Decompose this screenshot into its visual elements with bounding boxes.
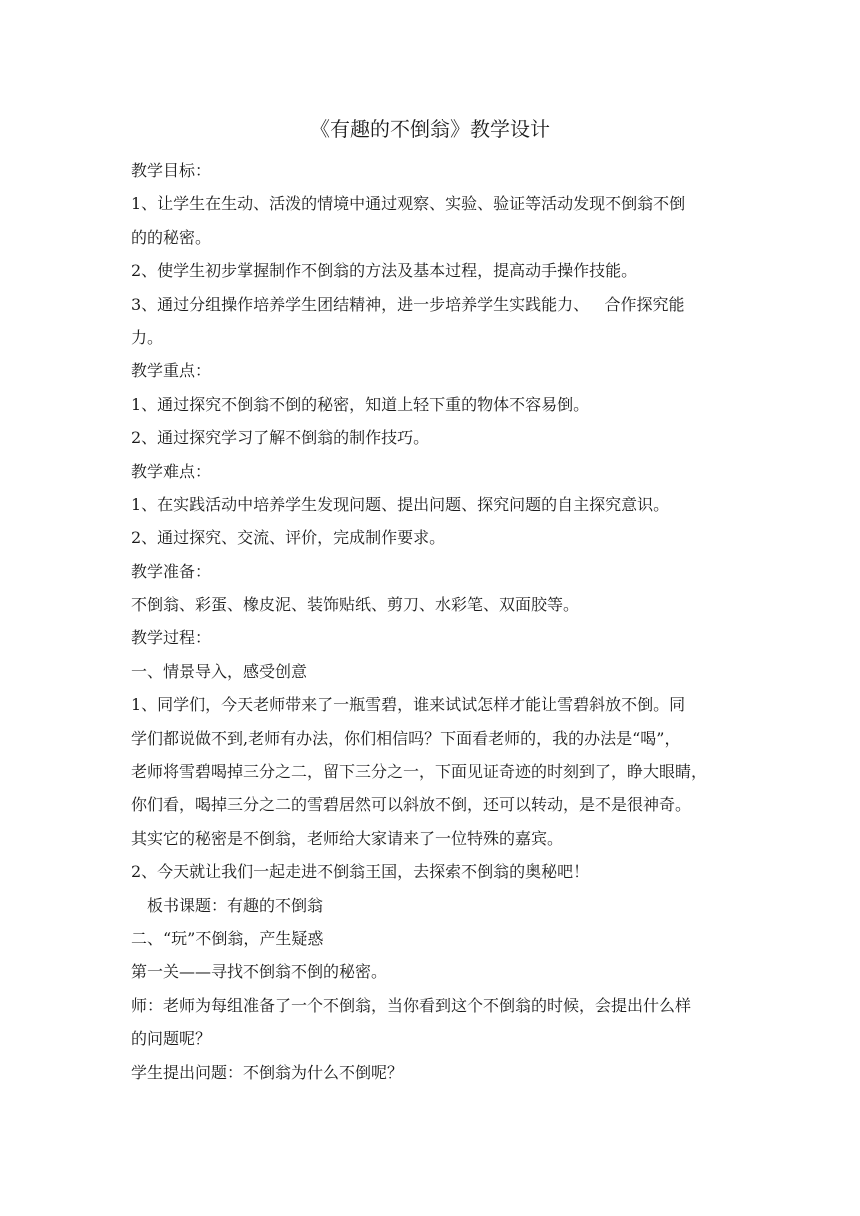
paragraph-line: 的的秘密。 [131,227,212,247]
paragraph-line: 学生提出问题：不倒翁为什么不倒呢？ [131,1062,404,1082]
paragraph-line: 1、通过探究不倒翁不倒的秘密，知道上轻下重的物体不容易倒。 [131,394,590,414]
paragraph-line: 第一关——寻找不倒翁不倒的秘密。 [131,962,388,982]
paragraph-line: 不倒翁、彩蛋、橡皮泥、装饰贴纸、剪刀、水彩笔、双面胶等。 [131,595,580,615]
paragraph-line: 1、在实践活动中培养学生发现问题、提出问题、探究问题的自主探究意识。 [131,494,670,514]
paragraph-line: 老师将雪碧喝掉三分之二，留下三分之一，下面见证奇迹的时刻到了，睁大眼睛， [131,762,708,782]
section-heading-key-points: 教学重点： [131,361,212,381]
paragraph-line: 你们看，喝掉三分之二的雪碧居然可以斜放不倒，还可以转动，是不是很神奇。 [131,795,692,815]
board-title-line: 板书课题：有趣的不倒翁 [147,895,324,915]
section-heading-objectives: 教学目标： [131,161,212,180]
paragraph-line: 1、让学生在生动、活泼的情境中通过观察、实验、验证等活动发现不倒翁不倒 [131,194,686,214]
paragraph-line: 学们都说做不到,老师有办法，你们相信吗？下面看老师的，我的办法是“喝”， [131,728,681,748]
paragraph-line: 1、同学们，今天老师带来了一瓶雪碧，谁来试试怎样才能让雪碧斜放不倒。同 [131,695,686,715]
paragraph-line: 力。 [131,327,164,347]
paragraph-line: 2、使学生初步掌握制作不倒翁的方法及基本过程，提高动手操作技能。 [131,261,638,281]
paragraph-line: 的问题呢？ [131,1029,212,1049]
paragraph-line: 2、通过探究、交流、评价，完成制作要求。 [131,528,446,548]
paragraph-line: 师：老师为每组准备了一个不倒翁，当你看到这个不倒翁的时候，会提出什么样 [131,995,692,1015]
section-heading-difficulties: 教学难点： [131,461,212,481]
document-body [131,154,733,1089]
subsection-heading: 二、“玩”不倒翁，产生疑惑 [131,928,324,948]
paragraph-line: 2、通过探究学习了解不倒翁的制作技巧。 [131,428,430,448]
paragraph-line: 2、今天就让我们一起走进不倒翁王国，去探索不倒翁的奥秘吧！ [131,862,590,882]
paragraph-line: 其实它的秘密是不倒翁，老师给大家请来了一位特殊的嘉宾。 [131,828,564,848]
section-heading-process: 教学过程： [131,628,212,648]
section-heading-preparation: 教学准备： [131,561,212,581]
paragraph-line: 3、通过分组操作培养学生团结精神，进一步培养学生实践能力、 合作探究能 [131,294,685,314]
subsection-heading: 一、情景导入，感受创意 [131,661,308,681]
document-title: 《有趣的不倒翁》教学设计 [310,117,550,141]
